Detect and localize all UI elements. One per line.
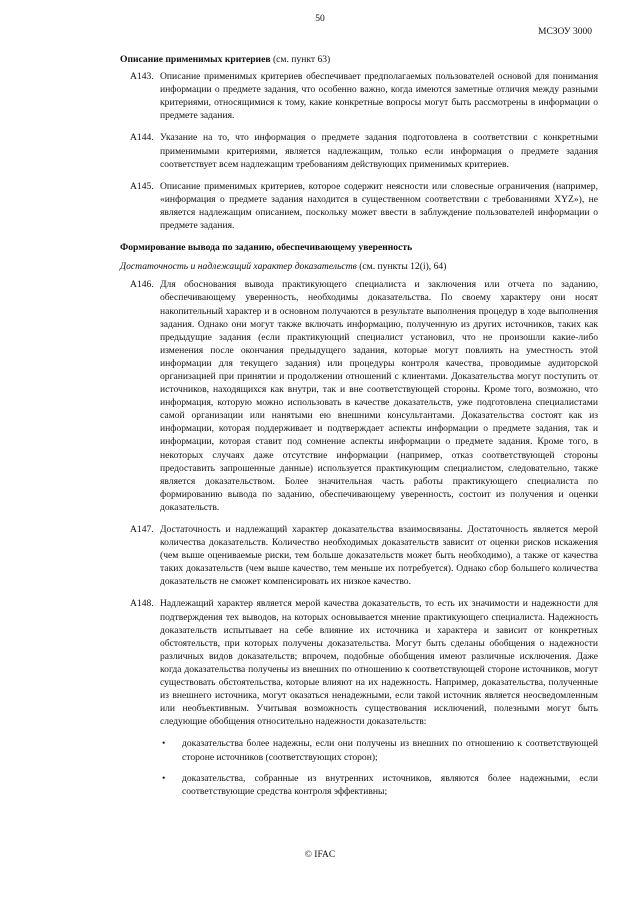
bullet-item: [120, 772, 598, 798]
standard-code: МСЗОУ 3000: [538, 27, 592, 37]
paragraph-text: Описание применимых критериев обеспечивает предполагаемых пользователей основой для понимания информации о предмете задания, что особенно важно, когда имеются заметные отличия между разными критериями, относящимися к тому, какие конкретные вопросы могут быть рассмотрены в информации о предмете задания.: [160, 71, 598, 122]
paragraph-number: A148.: [130, 598, 154, 610]
paragraph-text: Для обоснования вывода практикующего специалиста и заключения или отчета по заданию, обеспечивающему уверенность, необходимы доказательства. По своему характеру они носят накопительный характер и в основном получаются в результате выполнения процедур в ходе выполнения задания. Однако они могут также включать информацию, полученную из других источников, таких как предыдущие задания (если практикующий специалист установил, что не произошли какие-либо изменения после окончания предыдущего задания, которые могут повлиять на уместность этой информации для текущего задания) или процедуры контроля качества, проводимые аудиторской организацией при принятии и продолжении отношений с клиентами. Доказательства могут поступить от источников, находящихся как внутри, так и вне соответствующей стороны. Кроме того, возможно, что информация, которую можно использовать в качестве доказательств, уже подготовлена специалистами самой организации или нанятыми ею внешними консультантами. Доказательства состоят как из информации, которая поддерживает и подтверждает аспекты информации о предмете задания, так и информации, которая ставит под сомнение аспекты информации о предмете задания. Кроме того, в некоторых случаях даже отсутствие информации (например, отказ соответствующей стороны предоставить запрошенные данные) используется практикующим специалистом, следовательно, также является доказательством. Более значительная часть работы практикующего специалиста по формированию вывода по заданию, обеспечивающему уверенность, состоит из получения и оценки доказательств.: [160, 279, 598, 513]
paragraph-a144: [120, 131, 598, 170]
paragraph-number: A147.: [130, 524, 154, 535]
bullet-item: [120, 737, 598, 763]
paragraph-number: A145.: [130, 180, 154, 192]
page-content: [120, 53, 598, 806]
paragraph-number: A143.: [130, 71, 154, 83]
footer-copyright: © IFAC: [304, 850, 336, 860]
paragraph-number: A146.: [130, 279, 154, 291]
paragraph-number: A144.: [130, 132, 154, 144]
section-heading-ref: (см. пункт 63): [272, 54, 331, 65]
subsection-title: Достаточность и надлежащий характер доказательств: [120, 261, 357, 273]
bullet-text: доказательства, собранные из внутренних источников, являются более надежными, если соответствующие средства контроля эффективны;: [182, 772, 598, 797]
paragraph-text: Описание применимых критериев, которое содержит неясности или словесные ограничения (например, «информация о предмете задания находится в существенном соответствии с требованиями XYZ»), не является надлежащим описанием, поскольку может ввести в заблуждение пользователей информации о предмете задания.: [160, 180, 598, 232]
section-heading-text: Описание применимых критериев: [120, 54, 271, 65]
paragraph-a145: [120, 180, 598, 232]
paragraph-a146: [120, 278, 598, 514]
page-number: 50: [315, 14, 325, 24]
subsection-heading: [120, 260, 598, 273]
paragraph-text: Достаточность и надлежащий характер доказательства взаимосвязаны. Достаточность является мерой количества доказательств. Количество необходимых доказательств зависит от оценки рисков искажения (чем выше оцениваемые риски, тем больше доказательств может быть необходимо), а также от качества таких доказательств (чем выше качество, тем меньше их потребуется). Однако сбор большего количества доказательств не сможет компенсировать их низкое качество.: [160, 524, 598, 588]
paragraph-a147: [120, 523, 598, 588]
bullet-dot: •: [162, 772, 166, 784]
paragraph-text: Надлежащий характер является мерой качества доказательств, то есть их значимости и надежности для подтверждения тех выводов, на которых основывается мнение практикующего специалиста. Надежность доказательств испытывает на себе влияние их источника и характера и зависит от конкретных обстоятельств, при которых получены доказательства. Могут быть сделаны обобщения о надежности различных видов доказательств; впрочем, подобные обобщения имеют различные исключения. Даже когда доказательства получены из внешних по отношению к соответствующей стороне источников, могут существовать обстоятельства, которые влияют на их надежность. Например, доказательства, полученные из внешнего источника, могут оказаться ненадежными, если такой источник является неосведомленным или необъективным. Учитывая возможность существования исключений, полезными могут быть следующие обобщения относительно надежности доказательств:: [160, 598, 598, 728]
section-heading-conclusion: Формирование вывода по заданию, обеспечивающему уверенность: [120, 242, 413, 254]
paragraph-a148: [120, 597, 598, 728]
paragraph-a143: [120, 70, 598, 122]
bullet-text: доказательства более надежны, если они получены из внешних по отношению к соответствующей стороне источников (соответствующих сторон);: [182, 738, 598, 763]
subsection-ref: (см. пункты 12(i), 64): [359, 261, 447, 273]
bullet-dot: •: [162, 738, 166, 750]
paragraph-text: Указание на то, что информация о предмете задания подготовлена в соответствии с конкретными применимыми критериями, является надлежащим, только если информация о предмете задания соответствует всем надлежащим требованиям действующих применимых критериев.: [160, 132, 598, 170]
section-heading-criteria: [120, 53, 598, 66]
